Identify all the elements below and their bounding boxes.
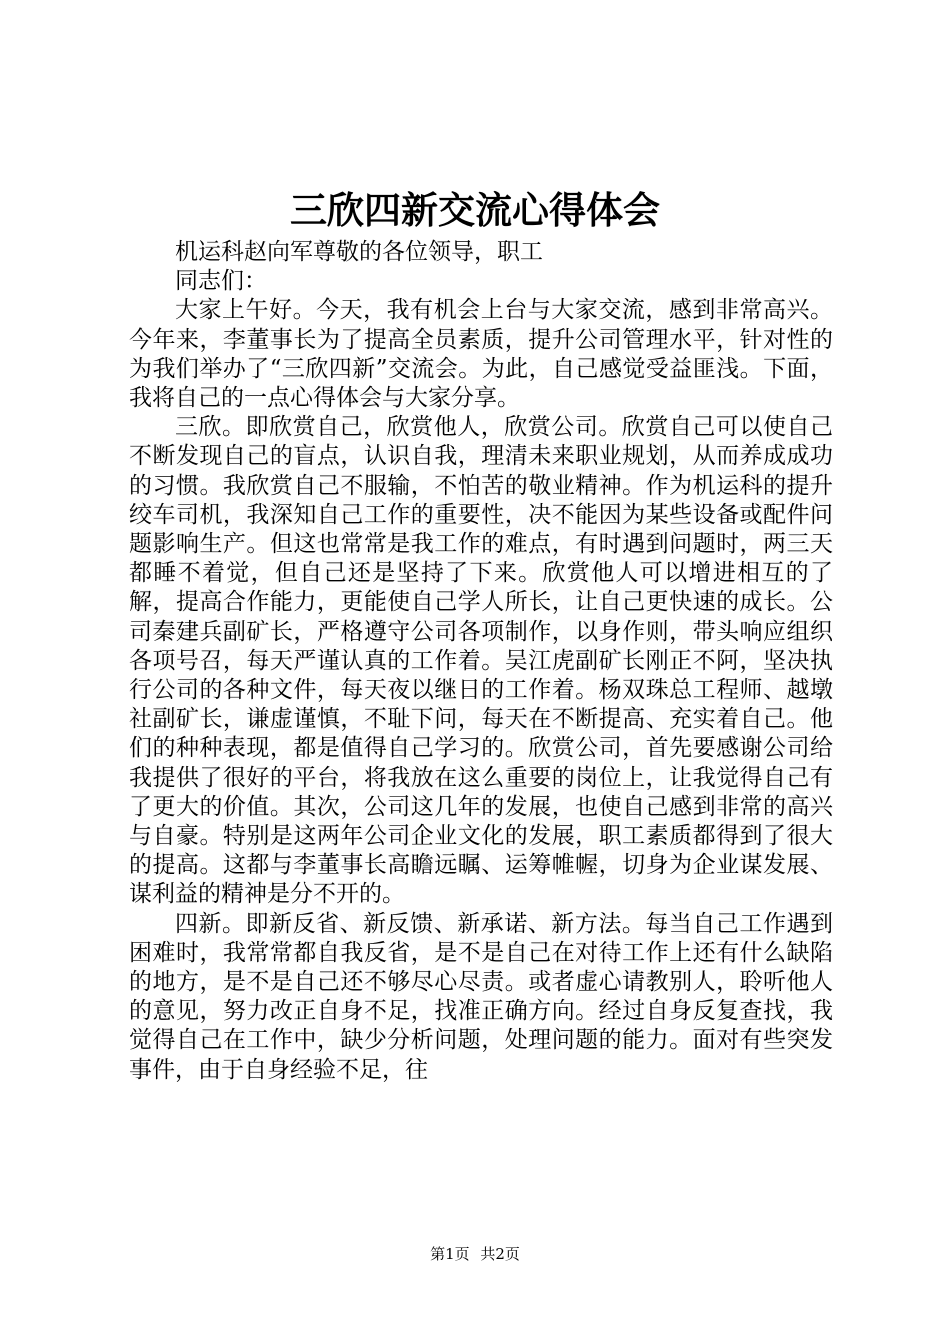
page-number: 第1页 — [430, 1245, 470, 1263]
paragraph-san-xin: 三欣。即欣赏自己，欣赏他人，欣赏公司。欣赏自己可以使自己不断发现自己的盲点，认识自我，理清未来职业规划，从而养成成功的习惯。我欣赏自己不服输，不怕苦的敬业精神。作为机运科的提升绞车司机，我深知自己工作的重要性，决不能因为某些设备或配件问题影响生产。但这也常常是我工作的难点，有时遇到问题时，两三天都睡不着觉，但自己还是坚持了下来。欣赏他人可以增进相互的了解，提高合作能力，更能使自己学人所长，让自己更快速的成长。公司秦建兵副矿长，严格遵守公司各项制作，以身作则，带头响应组织各项号召，每天严谨认真的工作着。吴江虎副矿长刚正不阿，坚决执行公司的各种文件，每天夜以继日的工作着。杨双珠总工程师、越墩社副矿长，谦虚谨慎，不耻下问，每天在不断提高、充实着自己。他们的种种表现，都是值得自己学习的。欣赏公司，首先要感谢公司给我提供了很好的平台，将我放在这么重要的岗位上，让我觉得自己有了更大的价值。其次，公司这几年的发展，也使自己感到非常的高兴与自豪。特别是这两年公司企业文化的发展，职工素质都得到了很大的提高。这都与李董事长高瞻远瞩、运筹帷幄，切身为企业谋发展、谋利益的精神是分不开的。 — [129, 414, 833, 908]
page-footer — [0, 1244, 950, 1264]
paragraph-salutation: 同志们： — [175, 268, 267, 295]
paragraph-intro: 大家上午好。今天，我有机会上台与大家交流，感到非常高兴。今年来，李董事长为了提高全员素质，提升公司管理水平，针对性的为我们举办了“三欣四新”交流会。为此，自己感觉受益匪浅。下面，我将自己的一点心得体会与大家分享。 — [129, 297, 833, 412]
document-title: 三欣四新交流心得体会 — [290, 188, 660, 232]
paragraph-si-xin: 四新。即新反省、新反馈、新承诺、新方法。每当自己工作遇到困难时，我常常都自我反省，是不是自己在对待工作上还有什么缺陷的地方，是不是自己还不够尽心尽责。或者虚心请教别人，聆听他人的意见，努力改正自身不足，找准正确方向。经过自身反复查找，我觉得自己在工作中，缺少分析问题，处理问题的能力。面对有些突发事件，由于自身经验不足，往 — [129, 910, 833, 1083]
paragraph-author-salutation: 机运科赵向军尊敬的各位领导，职工 — [175, 239, 543, 265]
page-total: 共2页 — [480, 1245, 520, 1263]
document-body — [129, 238, 833, 1085]
